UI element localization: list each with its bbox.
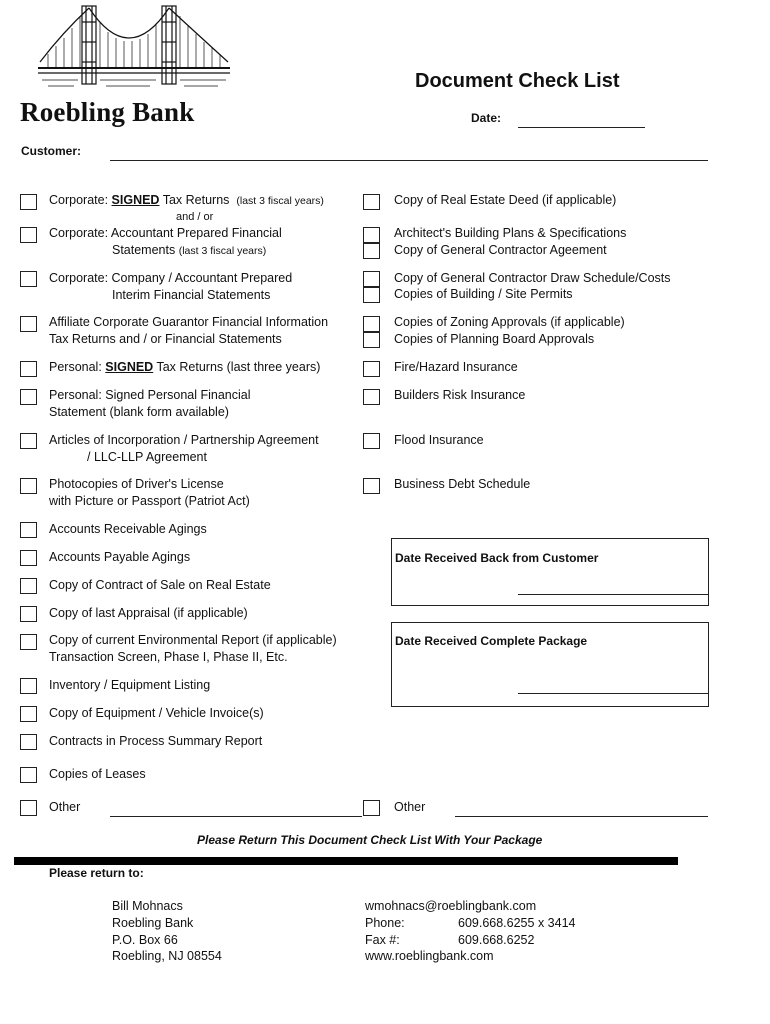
checkbox-equipment-invoices[interactable] (20, 706, 37, 722)
contact-po-box: P.O. Box 66 (112, 932, 178, 947)
checkbox-building-permits[interactable] (363, 287, 380, 303)
and-or-label: and / or (176, 211, 214, 223)
contact-name: Bill Mohnacs (112, 899, 183, 913)
bank-name: Roebling Bank (20, 97, 195, 127)
customer-field[interactable] (110, 160, 708, 161)
received-complete-field[interactable] (518, 693, 708, 694)
checkbox-environmental-report[interactable] (20, 634, 37, 650)
checkbox-affiliate-guarantor[interactable] (20, 316, 37, 332)
received-back-field[interactable] (518, 594, 708, 595)
item-builders-risk: Builders Risk Insurance (394, 388, 526, 402)
phone-label: Phone: (365, 915, 405, 930)
item-fire-insurance: Fire/Hazard Insurance (394, 360, 518, 374)
checkbox-fire-insurance[interactable] (363, 361, 380, 377)
checkbox-inventory-listing[interactable] (20, 678, 37, 694)
item-accounts-receivable: Accounts Receivable Agings (49, 522, 207, 536)
contact-details (365, 898, 575, 965)
item-building-permits: Copies of Building / Site Permits (394, 287, 573, 301)
checkbox-personal-financial-statement[interactable] (20, 389, 37, 405)
item-interim-financial-statements: Corporate: Company / Accountant Prepared Interim Financial Statements (49, 271, 293, 302)
checkbox-other-right[interactable] (363, 800, 380, 816)
signed-emphasis: SIGNED (105, 360, 154, 374)
item-drivers-license: Photocopies of Driver's License with Picture or Passport (Patriot Act) (49, 477, 250, 508)
item-other-left: Other (49, 800, 81, 814)
item-corporate-financial-statements: Corporate: Accountant Prepared Financial Statements (last 3 fiscal years) (49, 226, 282, 257)
other-left-field[interactable] (110, 816, 362, 817)
item-environmental-report: Copy of current Environmental Report (if applicable) Transaction Screen, Phase I, Phase II, Etc. (49, 633, 337, 664)
contact-website[interactable]: www.roeblingbank.com (365, 949, 494, 964)
checkbox-drivers-license[interactable] (20, 478, 37, 494)
customer-label: Customer: (21, 144, 82, 158)
fax-number: 609.668.6252 (458, 932, 535, 947)
checkbox-draw-schedule[interactable] (363, 271, 380, 287)
checkbox-contractor-agreement[interactable] (363, 243, 380, 259)
item-corporate-tax-returns: Corporate: SIGNED Tax Returns (last 3 fiscal years) (49, 193, 324, 207)
item-contracts-in-process: Contracts in Process Summary Report (49, 734, 263, 748)
checkbox-contract-of-sale[interactable] (20, 578, 37, 594)
checkbox-interim-financial-statements[interactable] (20, 271, 37, 287)
contact-address (112, 898, 222, 965)
date-field[interactable] (518, 127, 645, 128)
page-title: Document Check List (415, 70, 620, 92)
phone-number: 609.668.6255 x 3414 (458, 915, 576, 930)
item-affiliate-guarantor: Affiliate Corporate Guarantor Financial Information Tax Returns and / or Financial Statements (49, 315, 329, 346)
received-back-box (391, 538, 709, 606)
item-articles-of-incorporation: Articles of Incorporation / Partnership Agreement / LLC-LLP Agreement (49, 433, 319, 464)
item-other-right: Other (394, 800, 426, 814)
item-draw-schedule: Copy of General Contractor Draw Schedule/Costs (394, 271, 671, 285)
received-complete-label: Date Received Complete Package (395, 634, 588, 648)
item-real-estate-deed: Copy of Real Estate Deed (if applicable) (394, 193, 617, 207)
received-complete-box (391, 622, 709, 707)
checkbox-appraisal[interactable] (20, 606, 37, 622)
item-planning-approvals: Copies of Planning Board Approvals (394, 332, 595, 346)
checkbox-zoning-approvals[interactable] (363, 316, 380, 332)
checkbox-business-debt[interactable] (363, 478, 380, 494)
checkbox-accounts-payable[interactable] (20, 550, 37, 566)
checkbox-copies-of-leases[interactable] (20, 767, 37, 783)
received-back-label: Date Received Back from Customer (395, 551, 599, 565)
checkbox-articles-of-incorporation[interactable] (20, 433, 37, 449)
checkbox-corporate-tax-returns[interactable] (20, 194, 37, 210)
item-flood-insurance: Flood Insurance (394, 433, 484, 447)
item-personal-financial-statement: Personal: Signed Personal Financial Statement (blank form available) (49, 388, 251, 419)
contact-city: Roebling, NJ 08554 (112, 949, 222, 964)
checkbox-real-estate-deed[interactable] (363, 194, 380, 210)
other-right-field[interactable] (455, 816, 708, 817)
return-to-label: Please return to: (49, 866, 144, 880)
item-personal-tax-returns: Personal: SIGNED Tax Returns (last three years) (49, 360, 321, 374)
checkbox-planning-approvals[interactable] (363, 332, 380, 348)
contact-bank: Roebling Bank (112, 915, 194, 930)
checkbox-personal-tax-returns[interactable] (20, 361, 37, 377)
divider-bar (14, 857, 678, 865)
item-contractor-agreement: Copy of General Contractor Ageement (394, 243, 607, 257)
item-inventory-listing: Inventory / Equipment Listing (49, 678, 211, 692)
contact-email[interactable]: wmohnacs@roeblingbank.com (365, 899, 537, 913)
item-zoning-approvals: Copies of Zoning Approvals (if applicable) (394, 315, 625, 329)
item-copies-of-leases: Copies of Leases (49, 767, 146, 781)
item-equipment-invoices: Copy of Equipment / Vehicle Invoice(s) (49, 706, 264, 720)
bridge-logo-icon (38, 2, 230, 102)
date-label: Date: (471, 111, 502, 125)
item-appraisal: Copy of last Appraisal (if applicable) (49, 606, 248, 620)
checkbox-flood-insurance[interactable] (363, 433, 380, 449)
checkbox-architect-plans[interactable] (363, 227, 380, 243)
item-accounts-payable: Accounts Payable Agings (49, 550, 191, 564)
item-business-debt: Business Debt Schedule (394, 477, 531, 491)
checkbox-contracts-in-process[interactable] (20, 734, 37, 750)
signed-emphasis: SIGNED (111, 193, 160, 207)
checkbox-other-left[interactable] (20, 800, 37, 816)
item-architect-plans: Architect's Building Plans & Specifications (394, 226, 627, 240)
return-note: Please Return This Document Check List With Your Package (197, 833, 543, 847)
checkbox-builders-risk[interactable] (363, 389, 380, 405)
item-contract-of-sale: Copy of Contract of Sale on Real Estate (49, 578, 271, 592)
checkbox-corporate-financial-statements[interactable] (20, 227, 37, 243)
checkbox-accounts-receivable[interactable] (20, 522, 37, 538)
fax-label: Fax #: (365, 932, 400, 947)
